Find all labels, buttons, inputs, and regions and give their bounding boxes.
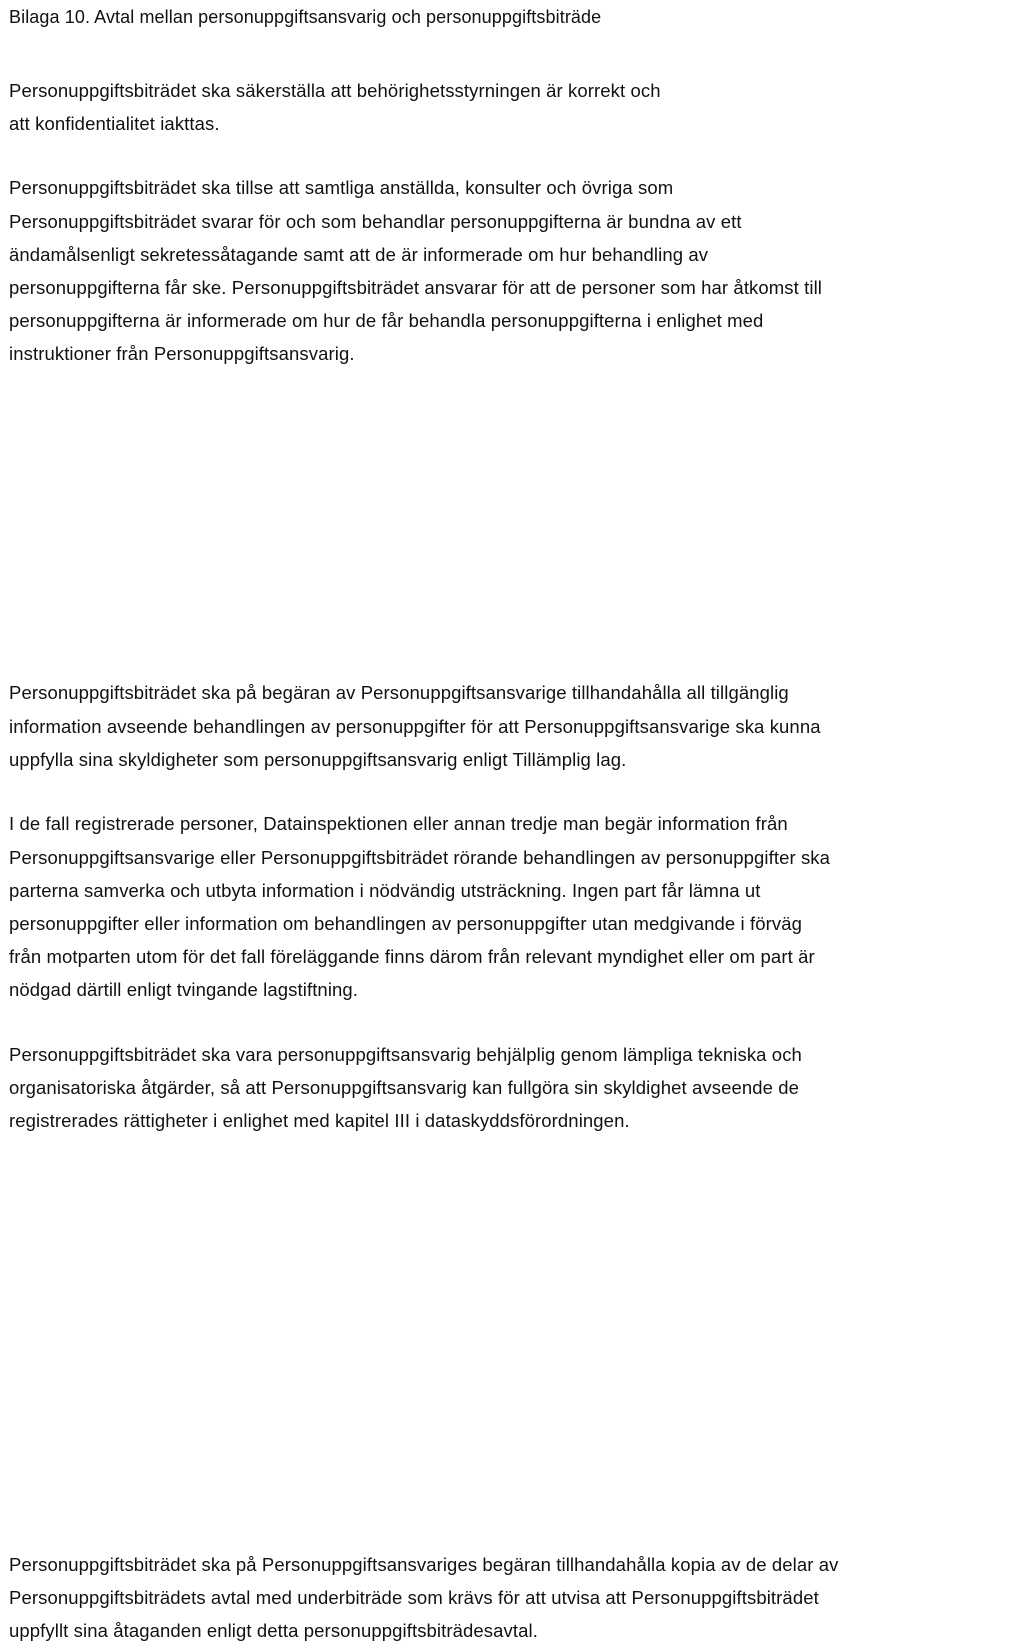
paragraph-3-line-2: information avseende behandlingen av personuppgifter för att Personuppgiftsansvarige ska kunna (9, 716, 821, 737)
paragraph-2-line-1: Personuppgiftsbiträdet ska tillse att samtliga anställda, konsulter och övriga som (9, 177, 674, 198)
paragraph-6-line-1: Personuppgiftsbiträdet ska på Personuppgiftsansvariges begäran tillhandahålla kopia av de delar av (9, 1554, 839, 1575)
paragraph-2-line-3: ändamålsenligt sekretessåtagande samt att de är informerade om hur behandling av (9, 244, 709, 265)
paragraph-4-line-2: Personuppgiftsansvarige eller Personuppgiftsbiträdet rörande behandlingen av personuppgifter ska (9, 847, 831, 868)
paragraph-2-line-4: personuppgifterna får ske. Personuppgiftsbiträdet ansvarar för att de personer som har åtkomst till (9, 277, 823, 298)
paragraph-5-line-2: organisatoriska åtgärder, så att Personuppgiftsansvarig kan fullgöra sin skyldighet avseende de (9, 1077, 800, 1098)
paragraph-2-line-5: personuppgifterna är informerade om hur de får behandla personuppgifterna i enlighet med (9, 310, 764, 331)
paragraph-4-line-1: I de fall registrerade personer, Datainspektionen eller annan tredje man begär information från (9, 813, 788, 834)
paragraph-4-line-4: personuppgifter eller information om behandlingen av personuppgifter utan medgivande i förväg (9, 913, 802, 934)
paragraph-5-line-1: Personuppgiftsbiträdet ska vara personuppgiftsansvarig behjälplig genom lämpliga tekniska och (9, 1044, 802, 1065)
paragraph-1-line-2: att konfidentialitet iakttas. (9, 113, 220, 134)
paragraph-2-line-2: Personuppgiftsbiträdet svarar för och som behandlar personuppgifterna är bundna av ett (9, 211, 742, 232)
paragraph-4-line-5: från motparten utom för det fall föreläggande finns därom från relevant myndighet eller om part är (9, 946, 815, 967)
paragraph-3-line-1: Personuppgiftsbiträdet ska på begäran av Personuppgiftsansvarige tillhandahålla all tillgänglig (9, 682, 789, 703)
paragraph-3-line-3: uppfylla sina skyldigheter som personuppgiftsansvarig enligt Tillämplig lag. (9, 749, 627, 770)
paragraph-4-line-3: parterna samverka och utbyta information i nödvändig utsträckning. Ingen part får lämna ut (9, 880, 761, 901)
paragraph-6-line-2: Personuppgiftsbiträdets avtal med underbiträde som krävs för att utvisa att Personuppgiftsbiträdet (9, 1587, 819, 1608)
document-header: Bilaga 10. Avtal mellan personuppgiftsansvarig och personuppgiftsbiträde (9, 7, 602, 27)
paragraph-6-line-3: uppfyllt sina åtaganden enligt detta personuppgiftsbiträdesavtal. (9, 1620, 538, 1641)
paragraph-1-line-1: Personuppgiftsbiträdet ska säkerställa att behörighetsstyrningen är korrekt och (9, 80, 661, 101)
paragraph-2-line-6: instruktioner från Personuppgiftsansvarig. (9, 343, 355, 364)
paragraph-5-line-3: registrerades rättigheter i enlighet med kapitel III i dataskyddsförordningen. (9, 1110, 630, 1131)
paragraph-4-line-6: nödgad därtill enligt tvingande lagstiftning. (9, 979, 359, 1000)
